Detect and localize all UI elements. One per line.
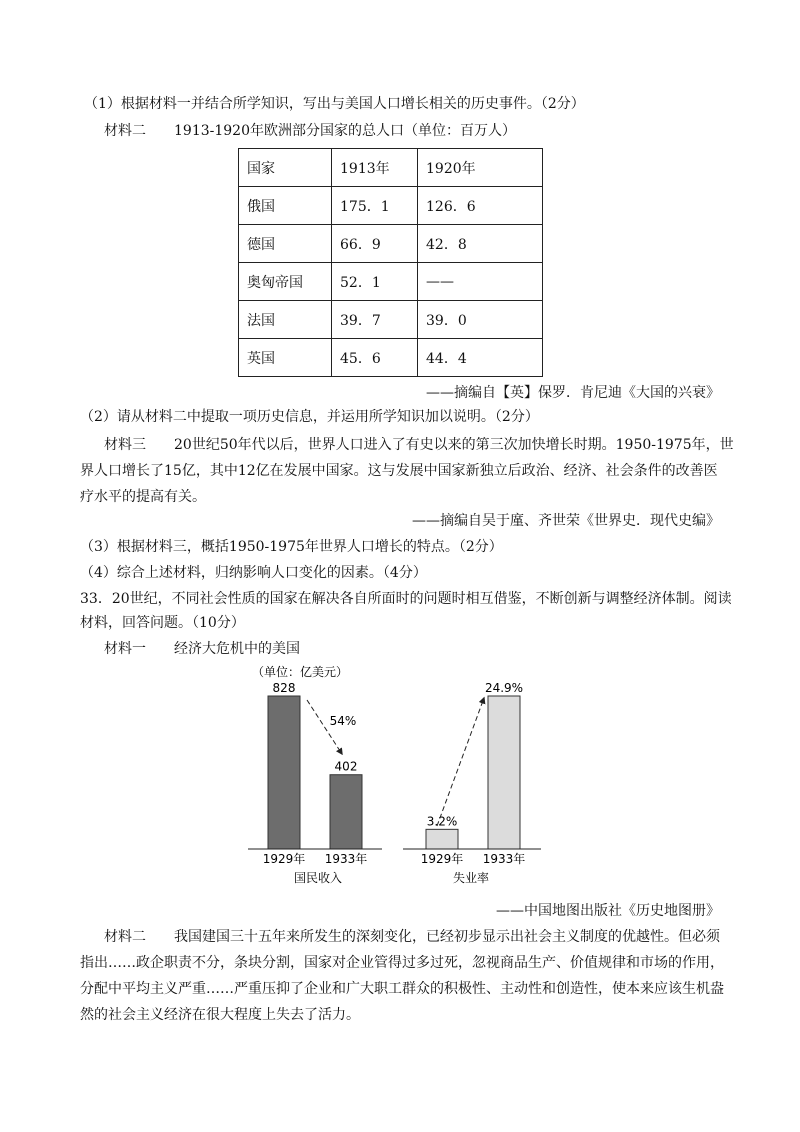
material-2-heading: 材料二 1913-1920年欧洲部分国家的总人口（单位：百万人） [104, 123, 516, 139]
table-cell: 奥匈帝国 [239, 263, 332, 301]
unit-label: （单位：亿美元） [251, 665, 349, 679]
data-label: 828 [272, 681, 296, 695]
table-cell: 175．1 [332, 187, 418, 225]
table-cell: 德国 [239, 225, 332, 263]
source-citation: ——摘编自【英】保罗．肯尼迪《大国的兴衰》 [426, 385, 720, 401]
bar-1933-unemployment [488, 696, 520, 849]
table-header-cell: 国家 [239, 149, 332, 187]
question-4: （4）综合上述材料，归纳影响人口变化的因素。（4分） [80, 565, 427, 581]
bar-1929-income [268, 696, 300, 849]
tick-label: 1929年 [420, 852, 464, 866]
axis-label: 失业率 [452, 871, 490, 885]
bar-1929-unemployment [426, 829, 458, 849]
table-cell: 39．0 [418, 301, 543, 339]
table-header-cell: 1920年 [418, 149, 543, 187]
question-3: （3）根据材料三，概括1950-1975年世界人口增长的特点。（2分） [80, 539, 503, 555]
material-2-line: 指出……政企职责不分，条块分割，国家对企业管得过多过死，忽视商品生产、价值规律和市场的作用， [80, 955, 724, 971]
source-citation: ——中国地图出版社《历史地图册》 [496, 903, 720, 919]
unemployment-chart [403, 681, 541, 885]
data-label: 24.9% [484, 681, 524, 695]
tick-label: 1929年 [262, 852, 306, 866]
question-2: （2）请从材料二中提取一项历史信息，并运用所学知识加以说明。（2分） [80, 409, 539, 425]
material-3-line: 疗水平的提高有关。 [80, 489, 206, 505]
material-2-line: 材料二 我国建国三十五年来所发生的深刻变化，已经初步显示出社会主义制度的优越性。但必须 [104, 929, 720, 945]
question-33-line: 33．20世纪，不同社会性质的国家在解决各自所面时的问题时相互借鉴，不断创新与调整经济体制。阅读 [80, 591, 732, 607]
question-1: （1）根据材料一并结合所学知识，写出与美国人口增长相关的历史事件。（2分） [84, 96, 585, 112]
table-cell: —— [418, 263, 543, 301]
table-cell: 44．4 [418, 339, 543, 377]
data-label: 3.2% [426, 814, 458, 829]
table-cell: 俄国 [239, 187, 332, 225]
table-cell: 英国 [239, 339, 332, 377]
material-3-line: 材料三 20世纪50年代以后，世界人口进入了有史以来的第三次加快增长时期。1950-1975年，世 [104, 437, 734, 453]
material-2-line: 然的社会主义经济在很大程度上失去了活力。 [80, 1007, 360, 1023]
tick-label: 1933年 [324, 852, 368, 866]
income-chart [248, 665, 382, 885]
table-cell: 45．6 [332, 339, 418, 377]
data-label: 402 [334, 759, 358, 774]
increase-arrow [437, 698, 484, 826]
table-cell: 52．1 [332, 263, 418, 301]
table-header-cell: 1913年 [332, 149, 418, 187]
source-citation: ——摘编自吴于廑、齐世荣《世界史．现代史编》 [412, 513, 720, 529]
table-cell: 126．6 [418, 187, 543, 225]
table-cell: 39．7 [332, 301, 418, 339]
material-1-heading: 材料一 经济大危机中的美国 [104, 641, 300, 657]
table-cell: 法国 [239, 301, 332, 339]
tick-label: 1933年 [482, 852, 526, 866]
bar-1933-income [330, 775, 362, 849]
question-33-line: 材料，回答问题。（10分） [80, 615, 245, 631]
material-2-line: 分配中平均主义严重……严重压抑了企业和广大职工群众的积极性、主动性和创造性，使本来应该生机盎 [80, 981, 724, 997]
percent-annotation: 54% [329, 714, 357, 728]
table-cell: 66．9 [332, 225, 418, 263]
table-cell: 42．8 [418, 225, 543, 263]
axis-label: 国民收入 [293, 871, 343, 885]
material-3-line: 界人口增长了15亿，其中12亿在发展中国家。这与发展中国家新独立后政治、经济、社会条件的改善医 [80, 463, 718, 479]
